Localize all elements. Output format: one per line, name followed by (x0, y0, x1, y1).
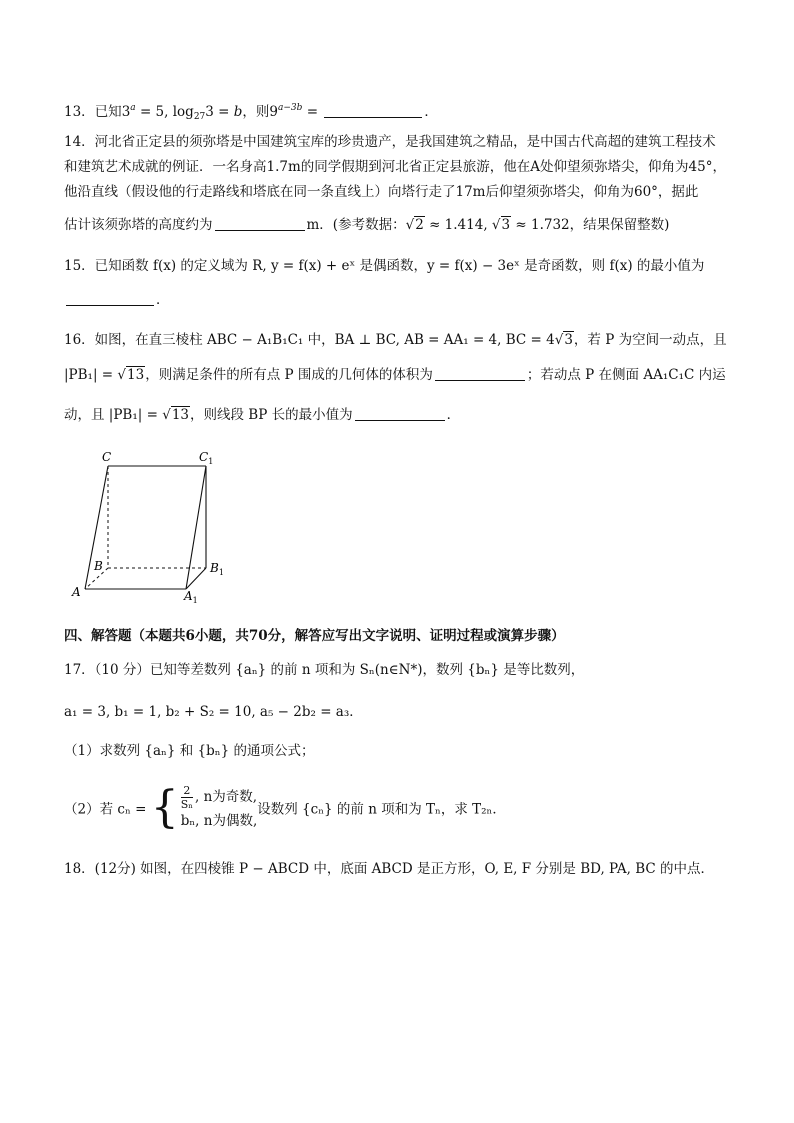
q13-sup: a (130, 103, 136, 113)
sqrt-radicand: 2 (415, 217, 424, 233)
q16-text: ，若 P 为空间一动点，且 (573, 332, 727, 348)
q13-text: ，则 (242, 104, 270, 120)
q17-text: （2）若 cₙ = (64, 801, 151, 818)
q14-text: m．(参考数据： (306, 217, 406, 233)
sqrt-radicand: 3 (501, 217, 511, 233)
section-heading: 四、解答题（本题共6小题，共70分，解答应写出文字说明、证明过程或演算步骤） (64, 628, 565, 644)
q17-text: 设数列 {cₙ} 的前 n 项和为 Tₙ，求 T₂ₙ． (257, 801, 506, 818)
q13-expr: = 5, log (135, 104, 194, 120)
sqrt-radicand: 13 (171, 407, 189, 423)
answer-blank[interactable] (355, 406, 445, 421)
label-C: C (102, 450, 112, 464)
answer-blank[interactable] (435, 366, 525, 381)
fraction (181, 784, 193, 811)
piecewise-cases (181, 784, 258, 831)
frac-num: 2 (181, 784, 193, 798)
q14-line4: 估计该须弥塔的高度约为 m．(参考数据：√2 ≈ 1.414, √3 ≈ 1.732，结果保留整数) (64, 217, 670, 233)
q16-line1: 16．如图，在直三棱柱 ABC − A₁B₁C₁ 中，BA ⊥ BC, AB = AA₁ = 4, BC = 4√3，若 P 为空间一动点，且 (64, 332, 727, 348)
q13-eq: = (302, 104, 323, 120)
label-C1: $C_1$ (199, 450, 214, 466)
q17-part2 (64, 781, 506, 833)
case-even: bₙ, n为偶数, (180, 813, 258, 829)
q14-line2: 和建筑艺术成就的例证．一名身高1.7m的同学假期到河北省正定县旅游，他在A处仰望须弥塔尖，仰角为45°， (64, 159, 726, 175)
q13-var: b (233, 104, 243, 120)
q13-expr: 3 = (205, 104, 234, 120)
answer-blank[interactable] (324, 103, 422, 118)
q15-line2 (64, 290, 170, 310)
q13-text: 已知 (94, 104, 122, 120)
sqrt-radicand: 13 (127, 367, 145, 383)
label-B1: $B_1$ (210, 561, 224, 577)
q16-line2: |PB₁| = √13，则满足条件的所有点 P 围成的几何体的体积为 ；若动点 P 在侧面 AA₁C₁C 内运 (64, 367, 726, 383)
q17-line1: 17．（10 分）已知等差数列 {aₙ} 的前 n 项和为 Sₙ(n∈N*)，数列 {bₙ} 是等比数列， (64, 662, 585, 678)
label-A1: $A_1$ (184, 589, 198, 603)
q14-text: 估计该须弥塔的高度约为 (64, 217, 213, 233)
q16-text: ，则满足条件的所有点 P 围成的几何体的体积为 (145, 367, 433, 383)
q16-text: ；若动点 P 在侧面 AA₁C₁C 内运 (526, 367, 726, 383)
case-odd (181, 784, 258, 811)
q13-end: ． (424, 104, 438, 120)
prism-figure (60, 448, 230, 603)
answer-blank[interactable] (215, 216, 305, 231)
q14-line3: 他沿直线（假设他的行走路线和塔底在同一条直线上）向塔行走了17m后仰望须弥塔尖，仰角为60°，据此 (64, 184, 699, 200)
q13-number: 13． (64, 104, 95, 120)
q14-text: ≈ 1.732，结果保留整数) (511, 217, 670, 233)
q16-text: 动，且 |PB₁| = (64, 407, 163, 423)
q13-expr: 3 (121, 104, 131, 120)
frac-den: Sₙ (180, 798, 193, 811)
q16-line3: 动，且 |PB₁| = √13，则线段 BP 长的最小值为 ． (64, 407, 461, 423)
q15-line1: 15．已知函数 f(x) 的定义域为 R, y = f(x) + eˣ 是偶函数，y = f(x) − 3eˣ 是奇函数，则 f(x) 的最小值为 (64, 258, 705, 274)
piecewise-brace: { (150, 781, 179, 833)
question-13 (64, 98, 438, 127)
q17-line2: a₁ = 3, b₁ = 1, b₂ + S₂ = 10, a₅ − 2b₂ = a₃． (64, 704, 363, 720)
q14-text: ≈ 1.414, (424, 217, 492, 233)
q15-end: ． (156, 292, 170, 308)
q13-expr: 9 (269, 104, 278, 120)
q16-text: ，则线段 BP 长的最小值为 (190, 407, 353, 423)
label-A: A (72, 585, 81, 599)
answer-blank[interactable] (66, 291, 154, 306)
q18-line1: 18．(12分) 如图，在四棱锥 P − ABCD 中，底面 ABCD 是正方形，O, E, F 分别是 BD, PA, BC 的中点． (64, 861, 715, 877)
label-B: B (94, 559, 103, 573)
q14-line1: 14．河北省正定县的须弥塔是中国建筑宝库的珍贵遗产，是我国建筑之精品，是中国古代高超的建筑工程技术 (64, 134, 716, 150)
q13-sub: 27 (193, 112, 206, 122)
q16-end: ． (446, 407, 461, 423)
case-text: , n为奇数, (194, 789, 258, 805)
q13-sup: a−3b (278, 103, 303, 113)
q17-part1: （1）求数列 {aₙ} 和 {bₙ} 的通项公式； (64, 743, 315, 759)
sqrt-radicand: 3 (564, 332, 573, 348)
q16-text: |PB₁| = (64, 367, 118, 383)
q16-text: 16．如图，在直三棱柱 ABC − A₁B₁C₁ 中，BA ⊥ BC, AB = AA₁ = 4, BC = 4 (64, 332, 555, 348)
